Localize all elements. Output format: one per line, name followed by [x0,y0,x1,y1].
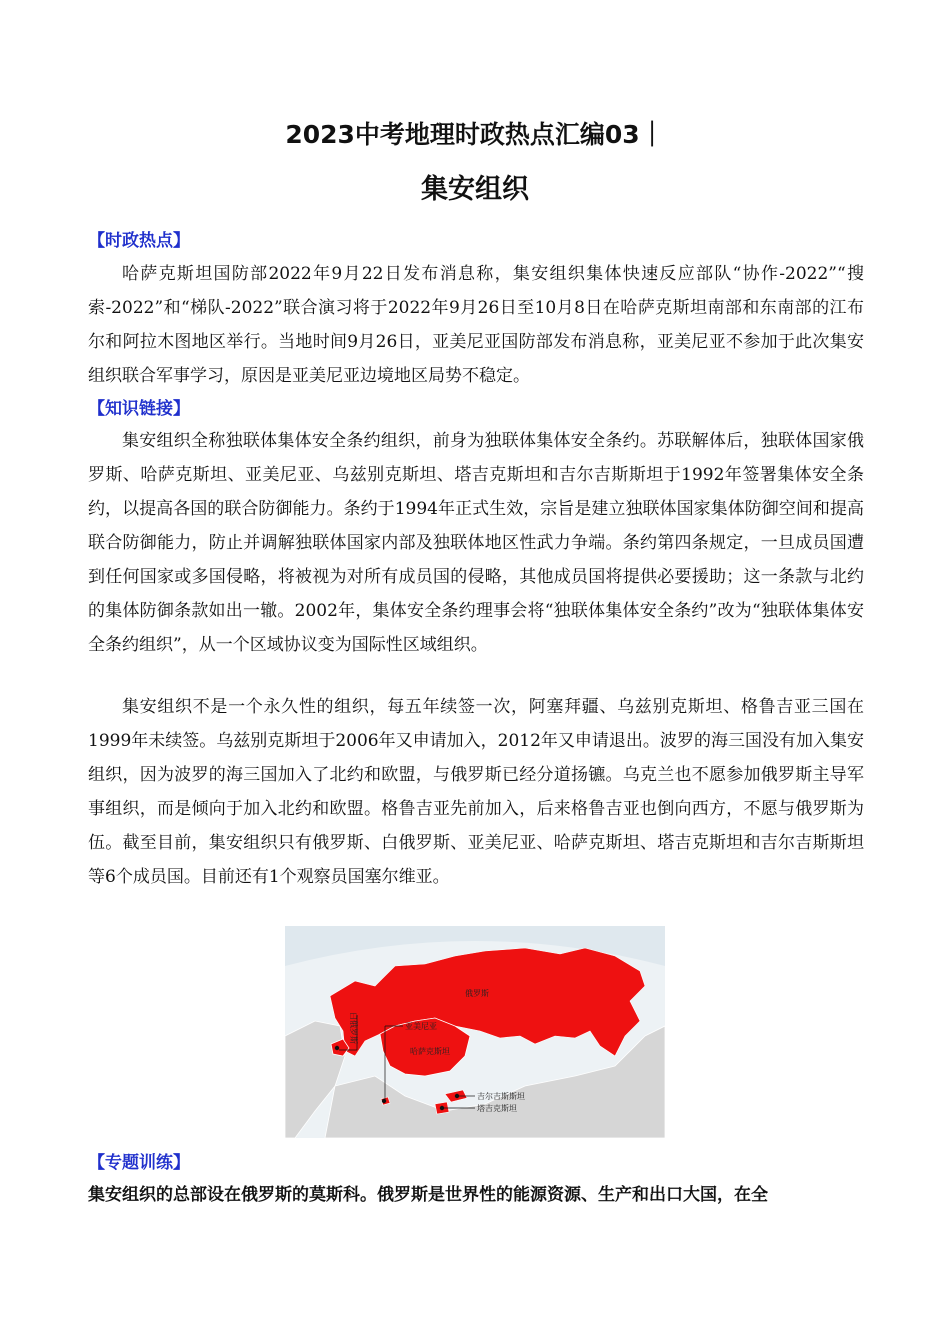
paragraph-knowledge-2: 集安组织不是一个永久性的组织，每五年续签一次，阿塞拜疆、乌兹别克斯坦、格鲁吉亚三国在1999年未续签。乌兹别克斯坦于2006年又申请加入，2012年又申请退出。波罗的海三国没有加入集安组织，因为波罗的海三国加入了北约和欧盟，与俄罗斯已经分道扬镳。乌克兰也不愿参加俄罗斯主导军事组织，而是倾向于加入北约和欧盟。格鲁吉亚先前加入，后来格鲁吉亚也倒向西方，不愿与俄罗斯为伍。截至目前，集安组织只有俄罗斯、白俄罗斯、亚美尼亚、哈萨克斯坦、塔吉克斯坦和吉尔吉斯斯坦等6个成员国。目前还有1个观察员国塞尔维亚。 [88,697,864,887]
map-marker-kyrgyzstan [455,1094,459,1098]
map-label-belarus: 白俄罗斯 [349,1012,358,1044]
page-subtitle: 集安组织 [421,174,529,205]
section-label-hot: 【时政热点】 [88,231,190,251]
map-label-russia: 俄罗斯 [465,989,489,998]
map-label-tajikistan: 塔吉克斯坦 [477,1104,517,1113]
paragraph-training: 集安组织的总部设在俄罗斯的莫斯科。俄罗斯是世界性的能源资源、生产和出口大国，在全 [88,1185,768,1205]
section-label-training: 【专题训练】 [88,1153,190,1173]
csto-map-image [285,926,665,1138]
map-label-kazakhstan: 哈萨克斯坦 [410,1047,450,1056]
map-marker-belarus [335,1046,339,1050]
section-label-knowledge: 【知识链接】 [88,399,190,419]
page-title: 2023中考地理时政热点汇编03｜ [285,120,665,149]
map-label-armenia: 亚美尼亚 [405,1022,437,1031]
csto-map [285,926,665,1138]
paragraph-knowledge-1: 集安组织全称独联体集体安全条约组织，前身为独联体集体安全条约。苏联解体后，独联体国家俄罗斯、哈萨克斯坦、亚美尼亚、乌兹别克斯坦、塔吉克斯坦和吉尔吉斯斯坦于1992年签署集体安全条约，以提高各国的联合防御能力。条约于1994年正式生效，宗旨是建立独联体国家集体防御空间和提高联合防御能力，防止并调解独联体国家内部及独联体地区性武力争端。条约第四条规定，一旦成员国遭到任何国家或多国侵略，将被视为对所有成员国的侵略，其他成员国将提供必要援助；这一条款与北约的集体防御条款如出一辙。2002年，集体安全条约理事会将“独联体集体安全条约”改为“独联体集体安全条约组织”，从一个区域协议变为国际性区域组织。 [88,431,864,655]
paragraph-hot: 哈萨克斯坦国防部2022年9月22日发布消息称，集安组织集体快速反应部队“协作-2022”“搜索-2022”和“梯队-2022”联合演习将于2022年9月26日至10月8日在哈萨克斯坦南部和东南部的江布尔和阿拉木图地区举行。当地时间9月26日，亚美尼亚国防部发布消息称，亚美尼亚不参加于此次集安组织联合军事学习，原因是亚美尼亚边境地区局势不稳定。 [88,264,864,386]
map-marker-tajikistan [440,1106,444,1110]
map-label-kyrgyzstan: 吉尔吉斯斯坦 [477,1092,525,1101]
map-marker-armenia [382,1099,386,1103]
